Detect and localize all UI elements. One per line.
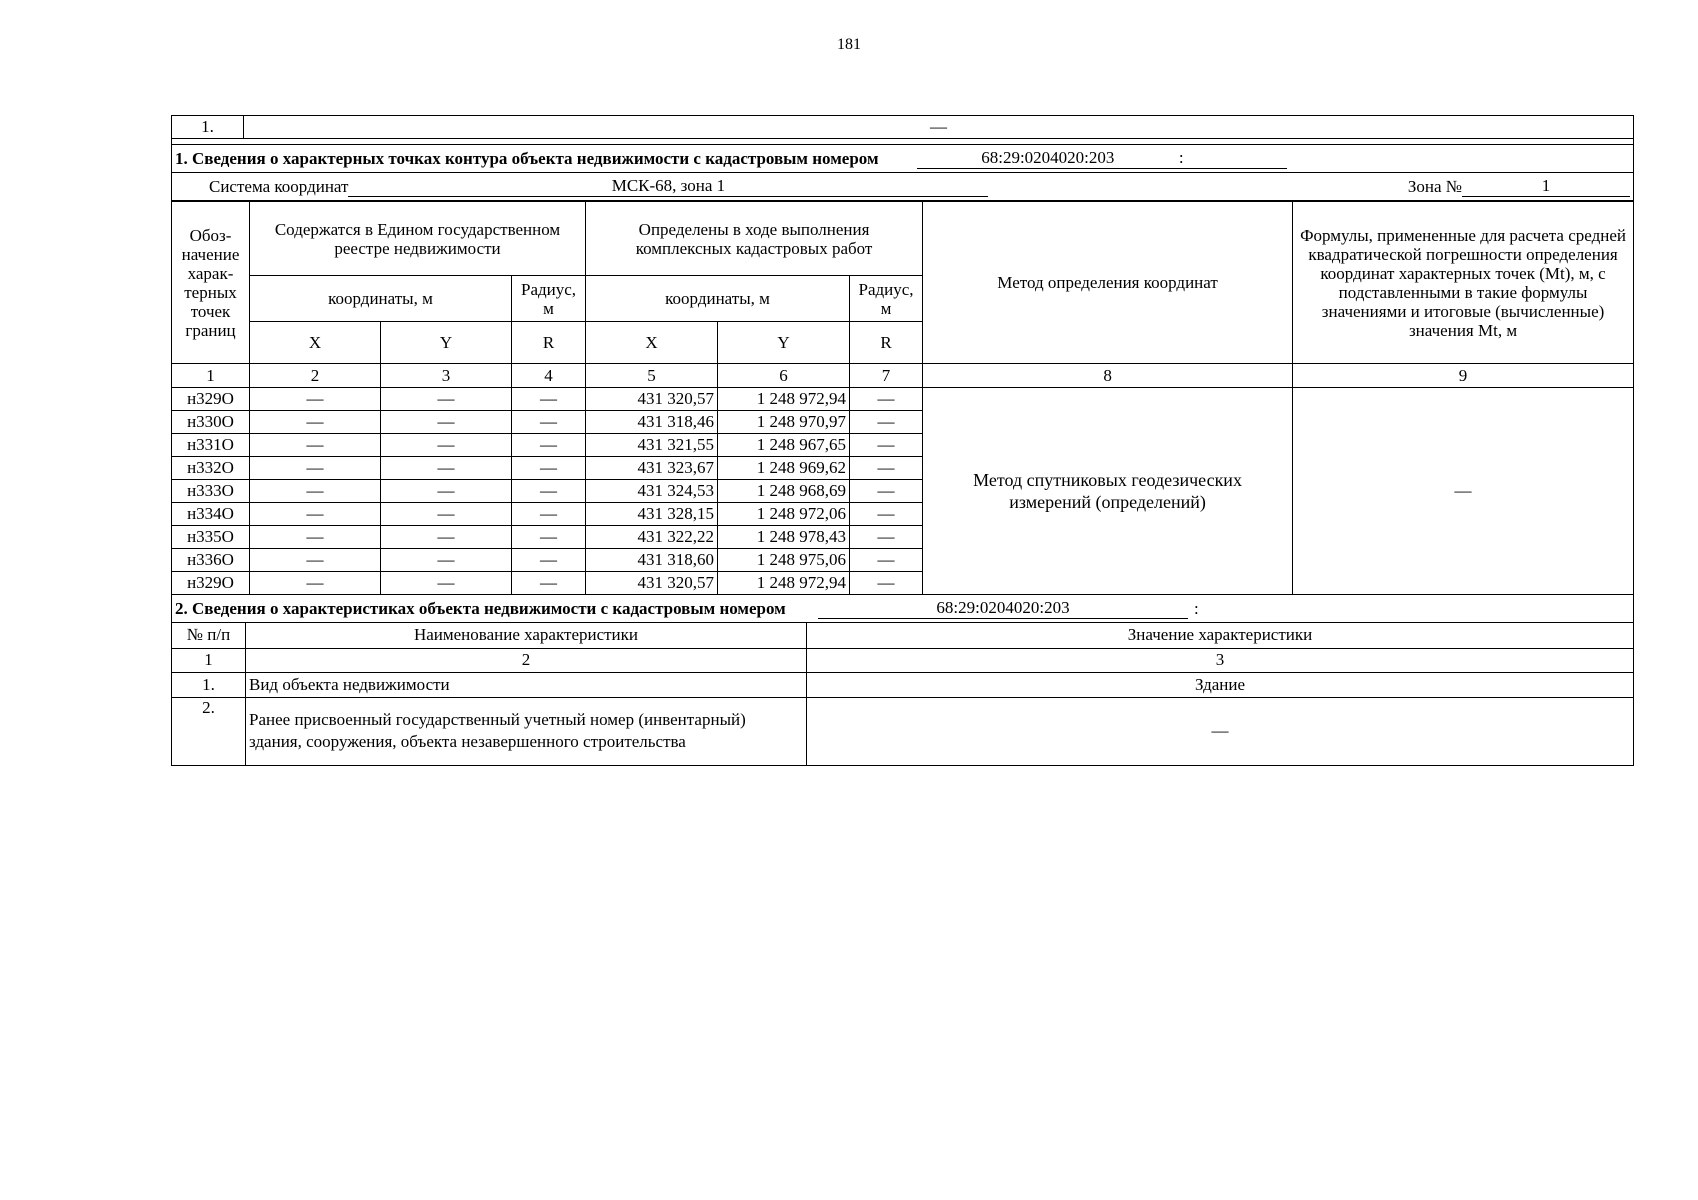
works-x: 431 322,22	[586, 526, 718, 549]
header-works-r: R	[850, 322, 923, 364]
works-r: —	[850, 434, 923, 457]
egrn-x: —	[250, 457, 381, 480]
egrn-x: —	[250, 572, 381, 595]
header-point-designation: Обоз-начение харак-терных точек границ	[172, 202, 250, 364]
column-number: 6	[718, 364, 850, 388]
header-egrn-x: X	[250, 322, 381, 364]
top-row-number: 1.	[172, 116, 244, 139]
points-table	[171, 201, 1634, 595]
egrn-y: —	[381, 503, 512, 526]
table-row	[172, 388, 1634, 411]
zone-value: 1	[1462, 176, 1630, 197]
section1-title-table	[171, 144, 1634, 173]
zone-label: Зона №	[1407, 177, 1462, 196]
egrn-r: —	[512, 549, 586, 572]
works-y: 1 248 972,94	[718, 388, 850, 411]
cadastral-document	[171, 115, 1634, 766]
egrn-y: —	[381, 411, 512, 434]
section1-cadastral-colon: :	[1179, 148, 1287, 169]
egrn-r: —	[512, 388, 586, 411]
egrn-r: —	[512, 572, 586, 595]
characteristics-table	[171, 623, 1634, 766]
section2-title-table	[171, 595, 1634, 623]
header-works-radius: Радиус, м	[850, 276, 923, 322]
header-egrn-r: R	[512, 322, 586, 364]
egrn-y: —	[381, 480, 512, 503]
page-number: 181	[837, 36, 861, 53]
header-egrn-y: Y	[381, 322, 512, 364]
point-name: н329О	[172, 572, 250, 595]
top-row-table	[171, 115, 1634, 139]
egrn-y: —	[381, 572, 512, 595]
works-y: 1 248 978,43	[718, 526, 850, 549]
row-number: 1.	[172, 672, 246, 697]
point-name: н333О	[172, 480, 250, 503]
egrn-y: —	[381, 388, 512, 411]
coord-system-value: МСК-68, зона 1	[348, 176, 988, 197]
point-name: н330О	[172, 411, 250, 434]
works-x: 431 321,55	[586, 434, 718, 457]
coord-system-label: Система координат	[209, 177, 349, 196]
section1-cadastral-number: 68:29:0204020:203	[917, 148, 1179, 169]
section2-title: 2. Сведения о характеристиках объекта недвижимости с кадастровым номером	[175, 599, 786, 618]
egrn-r: —	[512, 503, 586, 526]
works-x: 431 324,53	[586, 480, 718, 503]
header-value: Значение характеристики	[807, 623, 1634, 648]
egrn-x: —	[250, 388, 381, 411]
works-y: 1 248 972,06	[718, 503, 850, 526]
works-y: 1 248 968,69	[718, 480, 850, 503]
egrn-x: —	[250, 480, 381, 503]
column-number: 1	[172, 648, 246, 672]
works-y: 1 248 969,62	[718, 457, 850, 480]
works-r: —	[850, 526, 923, 549]
works-r: —	[850, 388, 923, 411]
top-row-value: —	[244, 116, 1634, 139]
works-x: 431 328,15	[586, 503, 718, 526]
works-r: —	[850, 480, 923, 503]
header-egrn-coordinates: координаты, м	[250, 276, 512, 322]
works-r: —	[850, 457, 923, 480]
formulas-value: —	[1293, 388, 1634, 595]
column-number: 2	[246, 648, 807, 672]
column-number: 9	[1293, 364, 1634, 388]
header-name: Наименование характеристики	[246, 623, 807, 648]
egrn-y: —	[381, 549, 512, 572]
table-row	[172, 672, 1634, 697]
column-number: 1	[172, 364, 250, 388]
works-y: 1 248 970,97	[718, 411, 850, 434]
characteristic-value: Здание	[807, 672, 1634, 697]
header-works-y: Y	[718, 322, 850, 364]
point-name: н334О	[172, 503, 250, 526]
column-number: 7	[850, 364, 923, 388]
header-egrn-radius: Радиус, м	[512, 276, 586, 322]
column-number: 4	[512, 364, 586, 388]
section2-cadastral-colon: :	[1194, 599, 1199, 618]
section2-cadastral-number: 68:29:0204020:203	[818, 598, 1188, 619]
header-contained-in-egrn: Содержатся в Едином государственном реестре недвижимости	[250, 202, 586, 276]
works-x: 431 318,46	[586, 411, 718, 434]
header-works-coordinates: координаты, м	[586, 276, 850, 322]
header-method: Метод определения координат	[923, 202, 1293, 364]
works-x: 431 320,57	[586, 572, 718, 595]
point-name: н331О	[172, 434, 250, 457]
egrn-x: —	[250, 526, 381, 549]
egrn-x: —	[250, 411, 381, 434]
works-y: 1 248 967,65	[718, 434, 850, 457]
table-row	[172, 697, 1634, 765]
characteristic-name: Вид объекта недвижимости	[246, 672, 807, 697]
egrn-x: —	[250, 503, 381, 526]
coord-system-table	[171, 173, 1634, 201]
egrn-y: —	[381, 434, 512, 457]
characteristic-name: Ранее присвоенный государственный учетный номер (инвентарный) здания, сооружения, объекта незавершенного строительства	[246, 697, 807, 765]
egrn-r: —	[512, 411, 586, 434]
method-value: Метод спутниковых геодезических измерений (определений)	[923, 388, 1293, 595]
point-name: н329О	[172, 388, 250, 411]
column-number: 3	[807, 648, 1634, 672]
egrn-r: —	[512, 434, 586, 457]
works-x: 431 320,57	[586, 388, 718, 411]
works-r: —	[850, 572, 923, 595]
egrn-y: —	[381, 457, 512, 480]
works-y: 1 248 972,94	[718, 572, 850, 595]
characteristic-value: —	[807, 697, 1634, 765]
works-r: —	[850, 503, 923, 526]
works-x: 431 323,67	[586, 457, 718, 480]
point-name: н332О	[172, 457, 250, 480]
egrn-x: —	[250, 434, 381, 457]
works-y: 1 248 975,06	[718, 549, 850, 572]
row-number: 2.	[172, 697, 246, 765]
column-number: 8	[923, 364, 1293, 388]
works-r: —	[850, 549, 923, 572]
point-name: н335О	[172, 526, 250, 549]
egrn-r: —	[512, 526, 586, 549]
column-number: 3	[381, 364, 512, 388]
works-r: —	[850, 411, 923, 434]
works-x: 431 318,60	[586, 549, 718, 572]
point-name: н336О	[172, 549, 250, 572]
header-determined-in-works: Определены в ходе выполнения комплексных кадастровых работ	[586, 202, 923, 276]
section1-title: 1. Сведения о характерных точках контура объекта недвижимости с кадастровым номером	[175, 149, 879, 168]
header-num: № п/п	[172, 623, 246, 648]
header-works-x: X	[586, 322, 718, 364]
egrn-x: —	[250, 549, 381, 572]
column-number: 2	[250, 364, 381, 388]
egrn-r: —	[512, 480, 586, 503]
column-number: 5	[586, 364, 718, 388]
header-formulas: Формулы, примененные для расчета средней квадратической погрешности определения координат характерных точек (Mt), м, с подставленными в такие формулы значениями и итоговые (вычисленные) значения Mt, м	[1293, 202, 1634, 364]
egrn-y: —	[381, 526, 512, 549]
egrn-r: —	[512, 457, 586, 480]
